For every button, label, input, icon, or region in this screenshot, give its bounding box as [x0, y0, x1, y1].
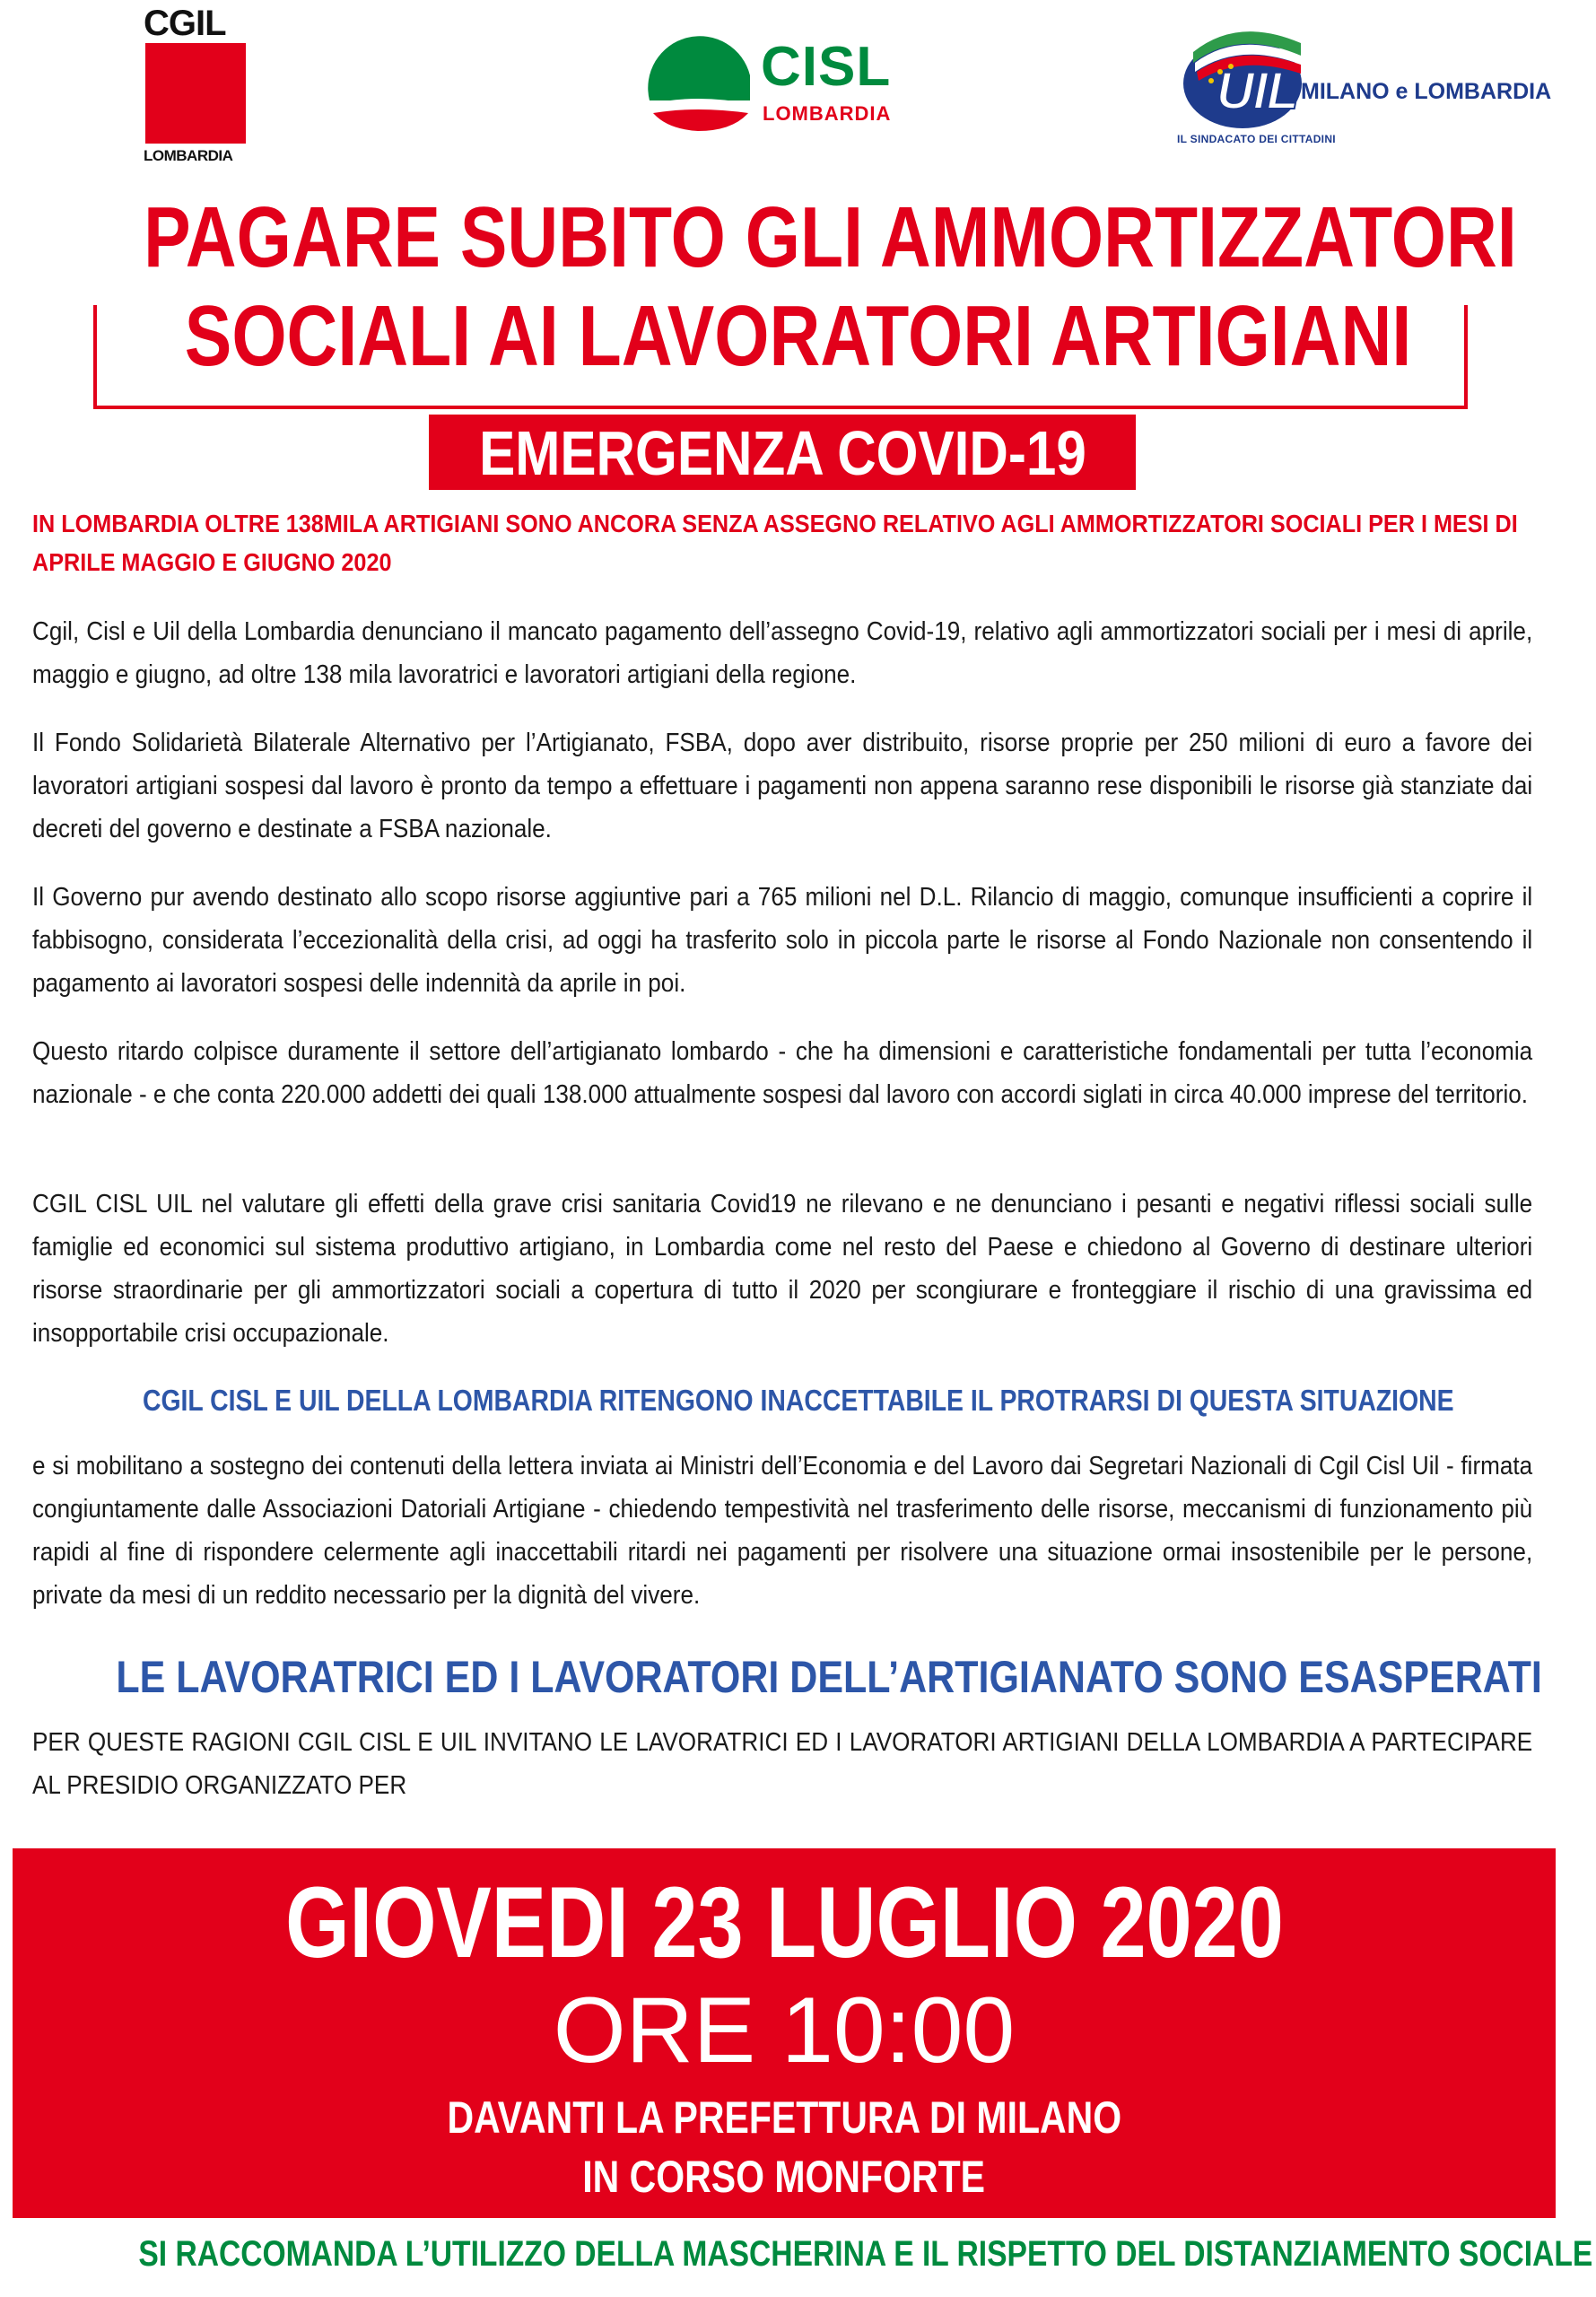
cisl-logo-mark — [642, 31, 759, 131]
blue-headline — [0, 1647, 1596, 1707]
headline-line-1: PAGARE SUBITO GLI AMMORTIZZATORI — [144, 189, 1517, 285]
cisl-logo — [642, 31, 920, 131]
paragraph-7: PER QUESTE RAGIONI CGIL CISL E UIL INVITANO LE LAVORATRICI ED I LAVORATORI ARTIGIANI DELLA LOMBARDIA A PARTECIPARE AL PRESIDIO ORGANIZZATO PER — [32, 1728, 1533, 1800]
paragraph-2: Il Fondo Solidarietà Bilaterale Alternativo per l’Artigianato, FSBA, dopo aver distribuito, risorse proprie per 250 milioni di euro a favore dei lavoratori artigiani sospesi dal lavoro è pronto da tempo a effettuare i pagamenti non appena saranno rese disponibili le risorse già stanziate dai decreti del governo e destinate a FSBA nazionale. — [32, 729, 1533, 843]
event-street-text: IN CORSO MONFORTE — [582, 2152, 986, 2202]
footer-notice-text: SI RACCOMANDA L’UTILIZZO DELLA MASCHERINA E IL RISPETTO DEL DISTANZIAMENTO SOCIALE — [138, 2234, 1593, 2274]
event-street — [13, 2148, 1556, 2205]
blue-statement-text: CGIL CISL E UIL DELLA LOMBARDIA RITENGONO INACCETTABILE IL PROTRARSI DI QUESTA SITUAZIONE — [142, 1384, 1454, 1417]
cgil-logo-name: CGIL — [144, 4, 226, 43]
uil-logo-region: MILANO e LOMBARDIA — [1301, 79, 1552, 104]
cgil-logo-region: LOMBARDIA — [144, 147, 233, 164]
event-place — [13, 2089, 1556, 2146]
paragraph-3: Il Governo pur avendo destinato allo scopo risorse aggiuntive pari a 765 milioni nel D.L. Rilancio di maggio, comunque insufficienti a coprire il fabbisogno, considerata l’eccezionalità della crisi, ad oggi ha trasferito solo in piccola parte le risorse al Fondo Nazionale non consentendo il pagamento ai lavoratori sospesi delle indennità da aprile in poi. — [32, 883, 1533, 998]
subheading: IN LOMBARDIA OLTRE 138MILA ARTIGIANI SONO ANCORA SENZA ASSEGNO RELATIVO AGLI AMMORTIZZATORI SOCIALI PER I MESI DI APRILE MAGGIO E GIUGNO 2020 — [32, 510, 1518, 576]
cisl-logo-name: CISL — [761, 36, 892, 98]
cgil-logo — [144, 4, 251, 164]
paragraph-6: e si mobilitano a sostegno dei contenuti della lettera inviata ai Ministri dell’Economia e del Lavoro dai Segretari Nazionali di Cgil Cisl Uil - firmata congiuntamente dalle Associazioni Datoriali Artigiane - chiedendo tempestività nel trasferimento delle risorse, meccanismi di funzionamento più rapidi al fine di rispondere celermente agli inaccettabili ritardi nei pagamenti per risolvere una situazione ormai insostenibile per le persone, private da mesi di un reddito necessario per la dignità del vivere. — [32, 1452, 1533, 1610]
paragraph-1: Cgil, Cisl e Uil della Lombardia denunciano il mancato pagamento dell’assegno Covid-19, relativo agli ammortizzatori sociali per i mesi di aprile, maggio e giugno, ad oltre 138 mila lavoratrici e lavoratori artigiani della regione. — [32, 617, 1533, 689]
covid-banner-text: EMERGENZA COVID-19 — [478, 418, 1086, 488]
uil-logo — [1175, 16, 1570, 151]
event-date — [13, 1865, 1556, 1981]
uil-logo-tagline: IL SINDACATO DEI CITTADINI — [1177, 133, 1336, 145]
footer-notice — [0, 2227, 1596, 2281]
event-place-text: DAVANTI LA PREFETTURA DI MILANO — [447, 2092, 1121, 2143]
blue-statement — [0, 1380, 1596, 1421]
event-box — [13, 1848, 1556, 2218]
uil-logo-name: UIL — [1217, 62, 1298, 120]
paragraph-4: Questo ritardo colpisce duramente il settore dell’artigianato lombardo - che ha dimensioni e caratteristiche fondamentali per tutta l’economia nazionale - e che conta 220.000 addetti dei quali 138.000 attualmente sospesi dal lavoro con accordi siglati in circa 40.000 imprese del territorio. — [32, 1037, 1533, 1109]
blue-headline-text: LE LAVORATRICI ED I LAVORATORI DELL’ARTIGIANATO SONO ESASPERATI — [116, 1652, 1542, 1702]
event-date-text: GIOVEDI 23 LUGLIO 2020 — [284, 1866, 1284, 1978]
cisl-logo-region: LOMBARDIA — [763, 102, 892, 125]
cgil-logo-mark — [145, 43, 246, 144]
headline-line-2: SOCIALI AI LAVORATORI ARTIGIANI — [184, 288, 1412, 384]
covid-banner — [429, 415, 1136, 490]
paragraph-5: CGIL CISL UIL nel valutare gli effetti della grave crisi sanitaria Covid19 ne rilevano e ne denunciano i pesanti e negativi riflessi sociali sulle famiglie ed economici sul sistema produttivo artigiano, in Lombardia come nel resto del Paese e chiedono al Governo di destinare ulteriori risorse straordinarie per gli ammortizzatori sociali a copertura di tutto il 2020 per scongiurare e fronteggiare il rischio di una gravissima ed insopportabile crisi occupazionale. — [32, 1190, 1533, 1348]
event-time: ORE 10:00 — [553, 1978, 1016, 2083]
